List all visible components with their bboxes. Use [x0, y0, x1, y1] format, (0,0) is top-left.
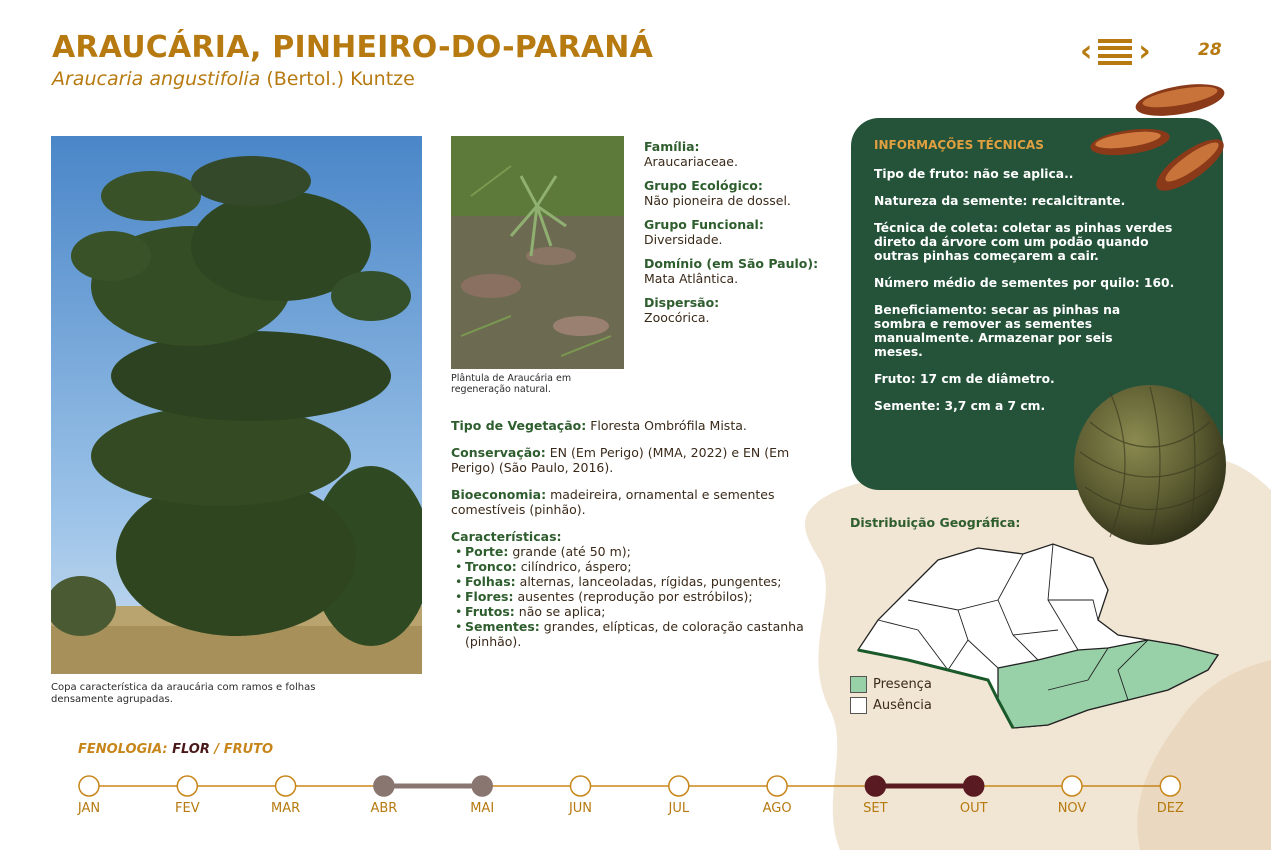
- legend-absence: Ausência: [850, 695, 932, 716]
- tree-photo-caption: Copa característica da araucária com ramos e folhas densamente agrupadas.: [51, 682, 316, 705]
- family-info: Família: Araucariaceae.: [644, 139, 738, 169]
- list-item: • Tronco: cilíndrico, áspero;: [465, 559, 811, 574]
- month-label-dez: DEZ: [1156, 801, 1184, 816]
- month-marker-dez: [1160, 776, 1180, 796]
- month-label-fev: FEV: [175, 801, 200, 816]
- species-scientific-name: [52, 68, 415, 90]
- fruit-type: Tipo de fruto: não se aplica..: [874, 167, 1074, 181]
- seed-size: Semente: 3,7 cm a 7 cm.: [874, 399, 1046, 413]
- seedling-photo: [451, 136, 624, 369]
- species-details: [451, 418, 811, 649]
- month-marker-jun: [571, 776, 591, 796]
- month-label-ago: AGO: [762, 801, 792, 816]
- month-marker-out: [964, 776, 984, 796]
- month-label-jul: JUL: [668, 801, 690, 816]
- list-item: • Flores: ausentes (reprodução por estróbilos);: [465, 589, 811, 604]
- previous-page-button[interactable]: ‹: [1080, 34, 1093, 69]
- scientific-epithet: Araucaria angustifolia: [52, 68, 261, 90]
- processing: Beneficiamento: secar as pinhas na sombra e remover as sementes manualmente. Armazenar por seis meses.: [874, 303, 1121, 359]
- bioeconomy: Bioeconomia: madeireira, ornamental e sementes comestíveis (pinhão).: [451, 487, 775, 517]
- ecological-group-info: Grupo Ecológico: Não pioneira de dossel.: [644, 178, 791, 208]
- pine-cone-illustration: [1070, 382, 1230, 547]
- seeds-per-kilo: Número médio de sementes por quilo: 160.: [874, 276, 1175, 290]
- month-marker-ago: [767, 776, 787, 796]
- legend-presence: Presença: [850, 674, 932, 695]
- seed-nature: Natureza da semente: recalcitrante.: [874, 194, 1126, 208]
- absence-swatch: [850, 697, 867, 714]
- list-item: • Folhas: alternas, lanceoladas, rígidas, pungentes;: [465, 574, 811, 589]
- functional-group-info: Grupo Funcional: Diversidade.: [644, 217, 764, 247]
- phenology-title: FENOLOGIA: FLOR / FRUTO: [78, 742, 274, 757]
- month-marker-mai: [472, 776, 492, 796]
- month-marker-abr: [374, 776, 394, 796]
- distribution-title: Distribuição Geográfica:: [850, 515, 1021, 530]
- month-label-mar: MAR: [271, 801, 301, 816]
- page-number: 28: [1198, 40, 1222, 60]
- fruit-size: Fruto: 17 cm de diâmetro.: [874, 372, 1055, 386]
- presence-swatch: [850, 676, 867, 693]
- month-label-jun: JUN: [568, 801, 593, 816]
- list-item: • Frutos: não se aplica;: [465, 604, 811, 619]
- tree-photo: [51, 136, 422, 674]
- list-item: • Sementes: grandes, elípticas, de coloração castanha (pinhão).: [465, 619, 811, 649]
- scientific-author: (Bertol.) Kuntze: [260, 68, 415, 90]
- month-marker-jan: [79, 776, 99, 796]
- species-common-name: ARAUCÁRIA, PINHEIRO-DO-PARANÁ: [52, 30, 654, 65]
- month-label-abr: ABR: [370, 801, 398, 816]
- menu-icon[interactable]: [1098, 39, 1132, 65]
- conservation-status: Conservação: EN (Em Perigo) (MMA, 2022) e EN (Em Perigo) (São Paulo, 2016).: [451, 445, 790, 475]
- month-marker-nov: [1062, 776, 1082, 796]
- domain-info: Domínio (em São Paulo): Mata Atlântica.: [644, 256, 819, 286]
- month-label-out: OUT: [959, 801, 988, 816]
- month-marker-jul: [669, 776, 689, 796]
- seed-illustration: [1080, 80, 1230, 200]
- month-marker-mar: [276, 776, 296, 796]
- collection-technique: Técnica de coleta: coletar as pinhas verdes direto da árvore com um podão quando outras pinhas começarem a cair.: [874, 221, 1173, 263]
- classification-list: [644, 139, 844, 334]
- vegetation-type: Tipo de Vegetação: Floresta Ombrófila Mista.: [451, 418, 747, 433]
- month-label-set: SET: [863, 801, 888, 816]
- month-marker-fev: [177, 776, 197, 796]
- month-label-nov: NOV: [1057, 801, 1087, 816]
- map-legend: [850, 674, 932, 716]
- technical-info-title: INFORMAÇÕES TÉCNICAS: [874, 138, 1044, 152]
- list-item: • Porte: grande (até 50 m);: [465, 544, 811, 559]
- dispersal-info: Dispersão: Zoocórica.: [644, 295, 720, 325]
- next-page-button[interactable]: ›: [1138, 34, 1151, 69]
- characteristics: Características: • Porte: grande (até 50 m); • Tronco: cilíndrico, áspero; • Folhas: alternas, lanceoladas, rígidas, pungentes; • Flores: ausentes (reprodução por estróbilos); • Frutos: não se aplica; • Sementes: grandes, elípticas, de coloração castanha (pinhão).: [451, 529, 811, 649]
- month-label-mai: MAI: [470, 801, 495, 816]
- page-navigation: [1080, 36, 1151, 68]
- seedling-photo-caption: Plântula de Araucária em regeneração natural.: [451, 373, 572, 395]
- month-label-jan: JAN: [77, 801, 101, 816]
- month-marker-set: [865, 776, 885, 796]
